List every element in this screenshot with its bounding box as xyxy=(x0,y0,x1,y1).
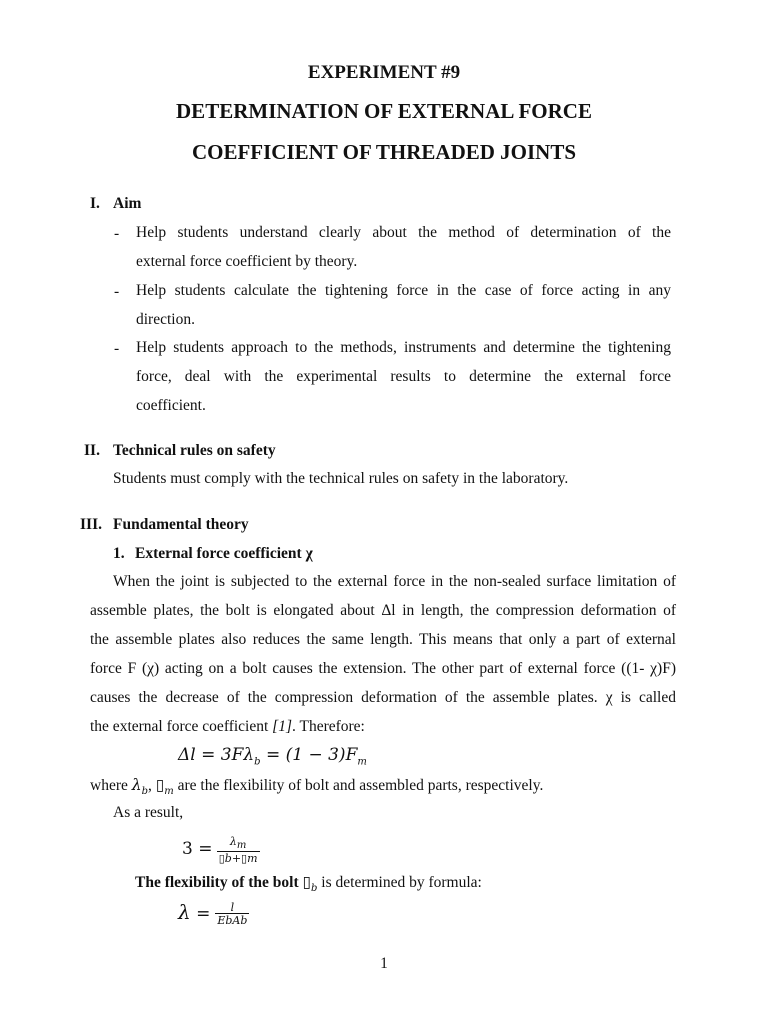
aim-bullet-1-line-1: Help students understand clearly about the method of determination of the xyxy=(136,224,671,241)
aim-bullet-1 xyxy=(136,218,671,276)
theory-line-5: causes the decrease of the compression deformation of the assemble plates. χ is called xyxy=(90,689,676,706)
flexibility-line xyxy=(135,873,482,894)
section-2-number: II. xyxy=(84,442,100,459)
theory-paragraph xyxy=(90,567,676,741)
eq3-equals: = xyxy=(190,904,211,924)
theory-line-6-prefix: the external force coefficient xyxy=(90,718,273,735)
eq2-numerator xyxy=(217,836,260,851)
aim-bullet-3-line-2: force, deal with the experimental results to determine the external force xyxy=(136,368,671,385)
bullet-dash: - xyxy=(114,283,120,300)
section-1-title: Aim xyxy=(113,195,142,212)
theory-line-4: force F (χ) acting on a bolt causes the extension. The other part of external force ((1- χ)F) xyxy=(90,660,676,677)
theory-line-1: When the joint is subjected to the external force in the non-sealed surface limitation of xyxy=(113,573,676,590)
bullet-dash: - xyxy=(114,225,120,242)
aim-bullet-1-line-2: external force coefficient by theory. xyxy=(136,253,358,270)
bullet-dash: - xyxy=(114,340,120,357)
where-line xyxy=(90,776,543,797)
section-2-title: Technical rules on safety xyxy=(113,442,276,459)
theory-line-3: the assemble plates also reduces the same length. This means that only a part of external xyxy=(90,631,676,648)
experiment-heading: EXPERIMENT #9 xyxy=(307,62,461,83)
aim-bullet-2-line-2: direction. xyxy=(136,311,195,328)
eq2-denominator: ▯b+▯m xyxy=(218,852,258,866)
aim-bullet-2-line-1: Help students calculate the tightening force in the case of force acting in any xyxy=(136,282,671,299)
eq3-numerator: l xyxy=(230,901,235,915)
eq3-fraction xyxy=(215,902,249,926)
aim-bullet-3 xyxy=(136,333,671,420)
eq2-lhs: 3 = xyxy=(182,839,213,859)
eq2-num-sub: m xyxy=(236,840,247,852)
eq1-sub-m: m xyxy=(357,756,367,768)
flexibility-box: ▯ xyxy=(302,874,312,891)
section-3-number: III. xyxy=(80,516,102,533)
eq1-sub-b: b xyxy=(254,756,261,768)
eq1-part-b: = (1 − 3)F xyxy=(260,745,358,765)
where-lambda: λ xyxy=(131,776,142,794)
aim-bullet-3-line-3: coefficient. xyxy=(136,397,206,414)
subsection-1-number: 1. xyxy=(113,545,125,562)
theory-line-6-suffix: . Therefore: xyxy=(292,718,365,735)
flexibility-sub: b xyxy=(311,883,318,895)
where-sep: , xyxy=(147,777,156,794)
page-number: 1 xyxy=(380,955,388,972)
where-box: ▯ xyxy=(155,777,165,794)
citation-ref: [1] xyxy=(272,718,292,735)
eq1-part-a: Δl = 3Fλ xyxy=(178,745,255,765)
title-line-1: DETERMINATION OF EXTERNAL FORCE xyxy=(176,99,592,123)
eq2-fraction xyxy=(217,836,260,864)
aim-bullet-3-line-1: Help students approach to the methods, instruments and determine the tightening xyxy=(136,339,671,356)
section-3-title: Fundamental theory xyxy=(113,516,249,533)
safety-text: Students must comply with the technical rules on safety in the laboratory. xyxy=(113,470,569,487)
flexibility-bold-text: The flexibility of the bolt xyxy=(135,874,303,891)
where-prefix: where xyxy=(90,777,132,794)
eq3-lhs: λ xyxy=(178,900,191,924)
equation-1 xyxy=(178,745,367,767)
flexibility-rest: is determined by formula: xyxy=(317,874,482,891)
theory-line-2: assemble plates, the bolt is elongated about Δl in length, the compression deformation of xyxy=(90,602,676,619)
title-line-2: COEFFICIENT OF THREADED JOINTS xyxy=(191,140,577,164)
where-sub-m: m xyxy=(164,786,174,798)
theory-line-6 xyxy=(90,712,676,741)
section-1-number: I. xyxy=(90,195,100,212)
subsection-1-title: External force coefficient χ xyxy=(135,545,313,562)
eq2-num-lambda: λ xyxy=(229,835,237,848)
equation-2 xyxy=(182,836,260,864)
eq3-denominator: EbAb xyxy=(217,914,248,928)
where-suffix: are the flexibility of bolt and assembled parts, respectively. xyxy=(173,777,544,794)
as-result-text: As a result, xyxy=(113,804,184,821)
where-sub-b: b xyxy=(141,786,148,798)
aim-bullet-2 xyxy=(136,276,671,334)
equation-3 xyxy=(178,900,249,926)
